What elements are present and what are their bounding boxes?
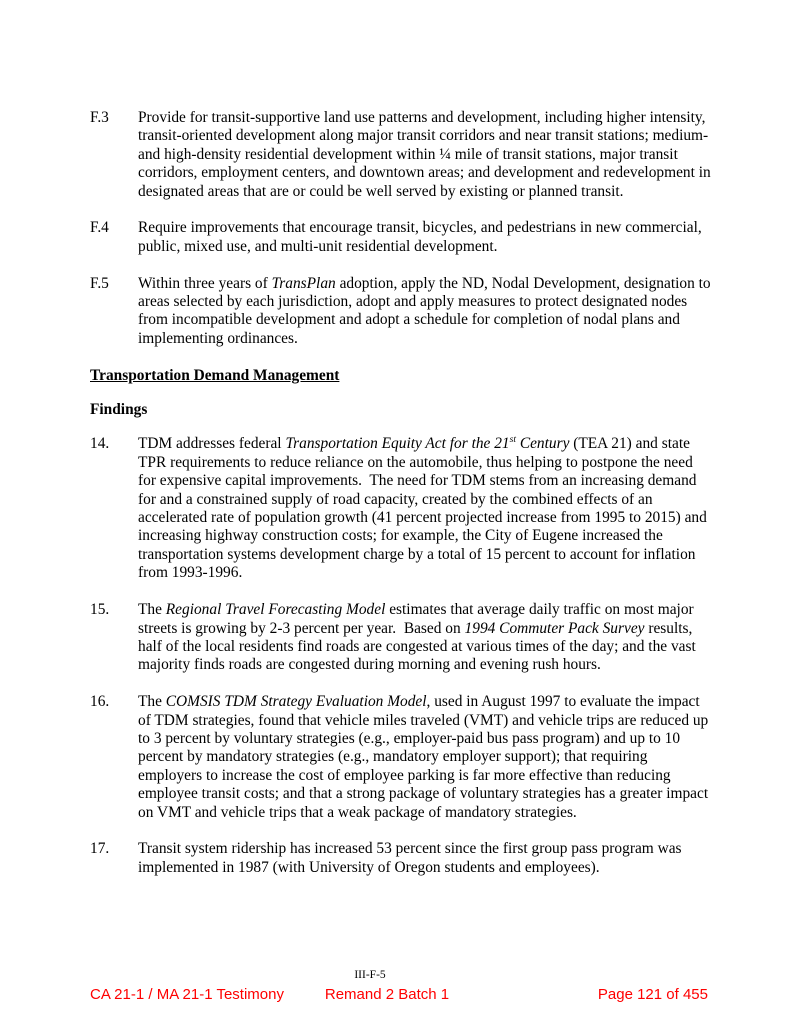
finding-text: Transit system ridership has increased 53 percent since the first group pass program was implemented in 1987 (with University of Oregon students and employees). — [138, 840, 682, 876]
policy-text: Require improvements that encourage transit, bicycles, and pedestrians in new commercial, public, mixed use, and multi-unit residential development. — [138, 219, 702, 255]
footer-batch-ref: Remand 2 Batch 1 — [324, 986, 450, 1003]
finding-number: 14. — [90, 435, 110, 453]
finding-text: The Regional Travel Forecasting Model estimates that average daily traffic on most major streets is growing by 2-3 percent per year. Based on 1994 Commuter Pack Survey results, half of the local residents find roads are congested at various times of the day; and the vast majority finds roads are congested during morning and evening rush hours. — [138, 601, 696, 674]
page-content — [90, 109, 712, 896]
finding-item-17 — [90, 840, 712, 877]
finding-item-14 — [90, 435, 712, 582]
finding-number: 17. — [90, 840, 110, 858]
footer — [0, 986, 800, 1008]
policy-item-f5 — [90, 275, 712, 349]
finding-item-15 — [90, 601, 712, 675]
finding-number: 16. — [90, 693, 110, 711]
policy-label: F.5 — [90, 274, 109, 292]
policy-text: Within three years of TransPlan adoption, apply the ND, Nodal Development, designation to areas selected by each jurisdiction, adopt and apply measures to protect designated nodes from incompatible development and adopt a schedule for completion of nodal plans and implementing ordinances. — [138, 274, 711, 347]
finding-text: TDM addresses federal Transportation Equity Act for the 21st Century (TEA 21) and state TPR requirements to reduce reliance on the automobile, thus helping to postpone the need for expensive capital improvements. The need for TDM stems from an increasing demand for and a constrained supply of road capacity, created by the combined effects of an accelerated rate of population growth (41 percent projected increase from 1995 to 2015) and increasing highway construction costs; for example, the City of Eugene increased the transportation systems development charge by a total of 15 percent to account for inflation from 1993-1996. — [138, 434, 707, 582]
policy-label: F.4 — [90, 219, 109, 237]
policy-item-f3 — [90, 109, 712, 201]
page-id: III-F-5 — [354, 969, 386, 981]
policy-text: Provide for transit-supportive land use patterns and development, including higher intensity, transit-oriented development along major transit corridors and near transit stations; medium- and high-density residential development within ¼ mile of transit stations, major transit corridors, employment centers, and downtown areas; and development and redevelopment in designated areas that are or could be well served by existing or planned transit. — [138, 109, 711, 200]
finding-text: The COMSIS TDM Strategy Evaluation Model, used in August 1997 to evaluate the impact of TDM strategies, found that vehicle miles traveled (VMT) and vehicle trips are reduced up to 3 percent by voluntary strategies (e.g., employer-paid bus pass program) and up to 10 percent by mandatory strategies (e.g., mandatory employer support); that requiring employers to increase the cost of employee parking is far more effective than reducing employee transit costs; and that a strong package of voluntary strategies has a greater impact on VMT and vehicle trips that a weak package of mandatory strategies. — [138, 693, 709, 821]
finding-number: 15. — [90, 601, 110, 619]
footer-doc-ref: CA 21-1 / MA 21-1 Testimony — [90, 986, 284, 1003]
footer-page-number: Page 121 of 455 — [597, 986, 708, 1003]
finding-item-16 — [90, 693, 712, 822]
policy-item-f4 — [90, 219, 712, 256]
section-heading: Transportation Demand Management — [90, 366, 340, 384]
policy-label: F.3 — [90, 109, 109, 126]
findings-heading: Findings — [90, 401, 148, 419]
